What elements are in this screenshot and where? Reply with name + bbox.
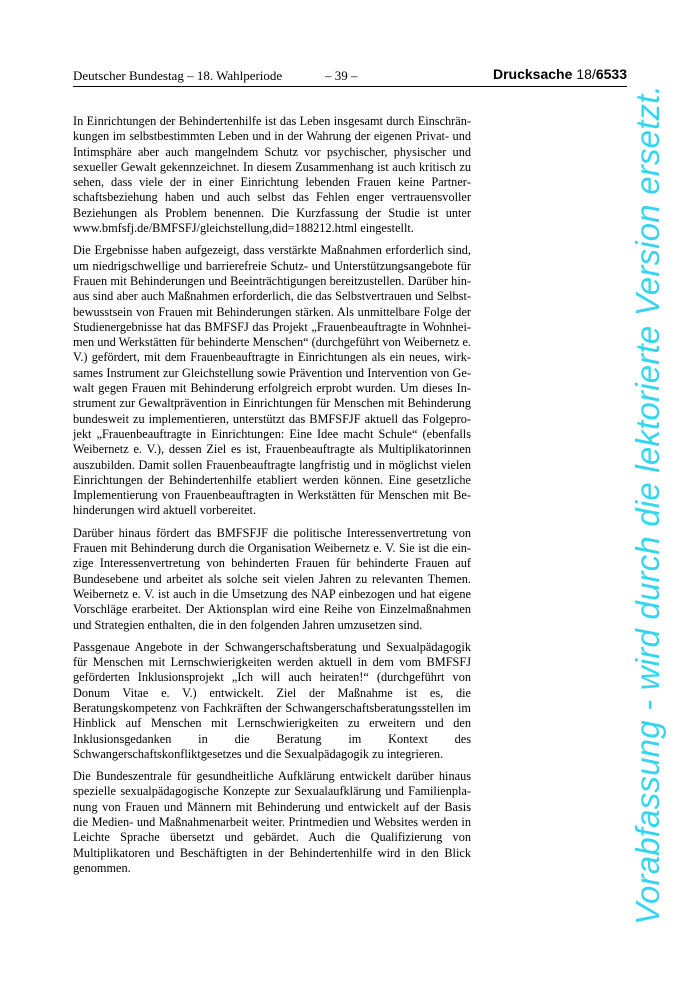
paragraph: Die Ergebnisse haben aufgezeigt, dass verstärkte Maßnahmen erforderlich sind, um niedrigschwellige und barrierefreie Schutz- und Unterstützungsangebote für Frauen mit Behinderungen und Beeinträchtigungen bereitzustellen. Darüber hinaus sind aber auch Maßnahmen erforderlich, die das Selbstvertrauen und Selbstbewusstsein von Frauen mit Behinderungen stärken. Als unmittelbare Folge der Studienergebnisse hat das BMFSFJ das Projekt „Frauenbeauftragte in Wohnheimen und Werkstätten für behinderte Menschen“ (durchgeführt von Weibernetz e. V.) gefördert, mit dem Frauenbeauftragte in Einrichtungen als ein neues, wirksames Instrument zur Gleichstellung sowie Prävention und Intervention von Gewalt gegen Frauen mit Behinderung erfolgreich erprobt wurden. Um dieses Instrument zur Gewaltprävention in Einrichtungen für Menschen mit Behinderung bundesweit zu implementieren, unterstützt das BMFSFJF aktuell das Folgeprojekt „Frauenbeauftragte in Einrichtungen: Eine Idee macht Schule“ (ebenfalls Weibernetz e. V.), dessen Ziel es ist, Frauenbeauftragte als Multiplikatorinnen auszubilden. Damit sollen Frauenbeauftragte langfristig und in möglichst vielen Einrichtungen der Behindertenhilfe etabliert werden können. Eine gesetzliche Implementierung von Frauenbeauftragten in Werkstätten für Menschen mit Behinderungen wird aktuell vorbereitet.	[73, 243, 471, 518]
paragraph: Die Bundeszentrale für gesundheitliche Aufklärung entwickelt darüber hinaus spezielle sexualpädagogische Konzepte zur Sexualaufklärung und Familienplanung von Frauen und Männern mit Behinderung und entwickelt auf der Basis die Medien- und Maßnahmenarbeit weiter. Printmedien und Websites werden in Leichte Sprache übersetzt und gebärdet. Auch die Qualifizierung von Multiplikatoren und Beschäftigten in der Behindertenhilfe wird in den Blick genommen.	[73, 769, 471, 875]
page-header	[73, 68, 627, 88]
paragraph: Darüber hinaus fördert das BMFSFJF die politische Interessenvertretung von Frauen mit Behinderung durch die Organisation Weibernetz e. V. Sie ist die einzige Interessenvertretung von behinderten Frauen für behinderte Frauen auf Bundesebene und arbeitet als solche seit vielen Jahren zu relevanten Themen. Weibernetz e. V. ist auch in die Umsetzung des NAP einbezogen und hat eigene Vorschläge erarbeitet. Der Aktionsplan wird eine Reihe von Einzelmaßnahmen und Strategien enthalten, die in den folgenden Jahren umzusetzen sind.	[73, 525, 471, 632]
page-number: – 39 –	[325, 68, 358, 83]
paragraph: Passgenaue Angebote in der Schwangerschaftsberatung und Sexualpädagogik für Menschen mit Lernschwierigkeiten werden aktuell in dem vom BMFSFJ geförderten Inklusionsprojekt „Ich will auch heiraten!“ (durchgeführt von Donum Vitae e. V.) entwickelt. Ziel der Maßnahme ist es, die Beratungskompetenz von Fachkräften der Schwangerschaftsberatungsstellen im Hinblick auf Menschen mit Lernschwierigkeiten zu erweitern und den Inklusionsgedanken in die Beratung im Kontext des Schwangerschaftskonfliktgesetzes und die Sexualpädagogik zu integrieren.	[73, 639, 471, 761]
drucksache-id	[493, 66, 627, 84]
header-rule	[73, 86, 627, 87]
drucksache-number-bold: 6533	[595, 66, 627, 82]
header-publisher: Deutscher Bundestag – 18. Wahlperiode	[73, 68, 283, 83]
paragraph: In Einrichtungen der Behindertenhilfe ist das Leben insgesamt durch Einschränkungen im selbstbestimmten Leben und in der Wahrung der eigenen Privat- und Intimsphäre aber auch mangelndem Schutz vor psychischer, physischer und sexueller Gewalt gekennzeichnet. In diesem Zusammenhang ist auch kritisch zu sehen, dass viele der in einer Einrichtung lebenden Frauen keine Partnerschaftsbeziehung haben und auch selbst das Fehlen enger vertrauensvoller Beziehungen als Problem benennen. Die Kurzfassung der Studie ist unter www.bmfsfj.de/BMFSFJ/gleichstellung,did=188212.html eingestellt.	[73, 114, 471, 236]
draft-watermark: Vorabfassung - wird durch die lektorierte Version ersetzt.	[629, 84, 666, 926]
drucksache-prefix: 18/	[576, 66, 596, 82]
body-text	[73, 114, 471, 883]
drucksache-number	[576, 66, 627, 82]
drucksache-label: Drucksache	[492, 66, 573, 82]
